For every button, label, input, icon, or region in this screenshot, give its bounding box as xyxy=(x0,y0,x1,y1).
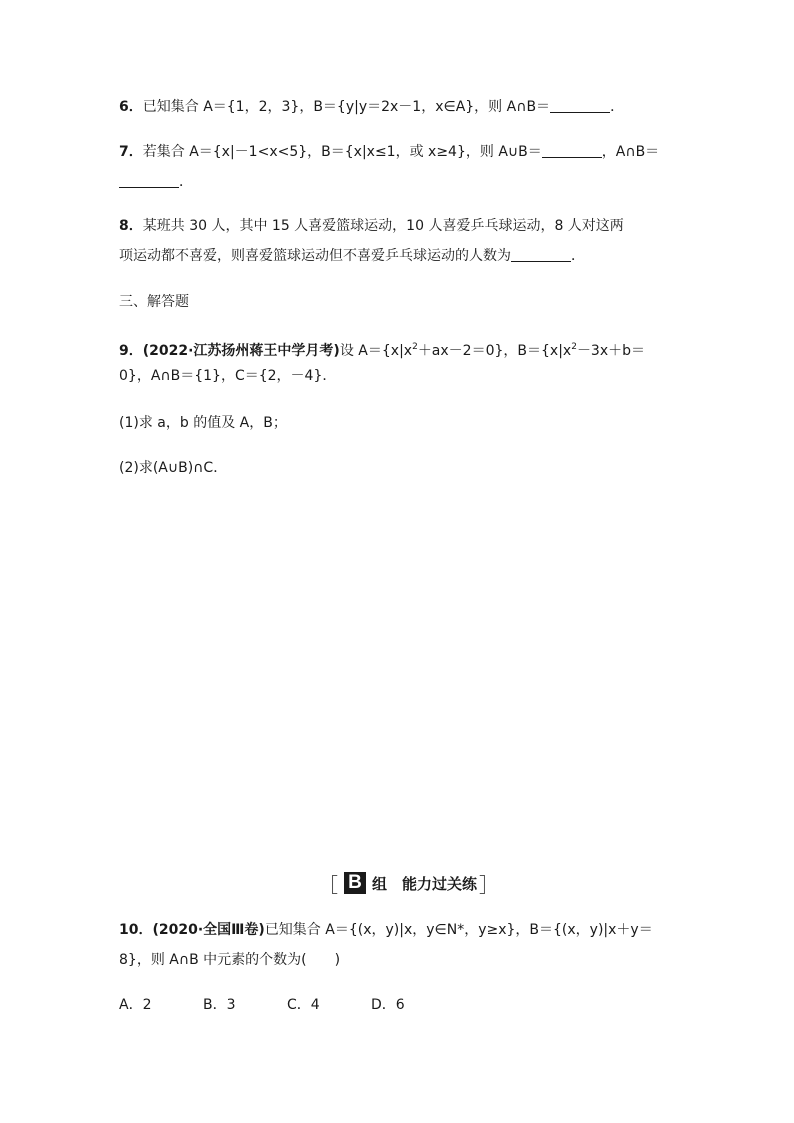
question-9-line1-pre: 设 A＝{x|x xyxy=(339,343,413,359)
question-9-part2: (2)求(A∪B)∩C． xyxy=(119,460,228,476)
question-9-number: 9． xyxy=(119,343,143,359)
section-heading: 三、解答题 xyxy=(119,294,189,310)
question-6-text: 已知集合 A＝{1，2，3}，B＝{y|y＝2x－1，x∈A}，则 A∩B＝ xyxy=(142,99,551,115)
question-9-line1-mid: ＋ax－2＝0}，B＝{x|x xyxy=(417,343,572,359)
question-7-text: 若集合 A＝{x|－1<x<5}，B＝{x|x≤1，或 x≥4}，则 A∪B＝ xyxy=(142,144,542,160)
question-9 xyxy=(119,337,645,361)
group-b-badge: B xyxy=(344,872,366,894)
question-8-line2-row xyxy=(119,246,585,266)
question-9-part1: (1)求 a，b 的值及 A，B； xyxy=(119,415,287,431)
question-8-line1: 某班共 30 人，其中 15 人喜爱篮球运动，10 人喜爱乒乓球运动，8 人对这两 xyxy=(142,218,624,234)
question-8 xyxy=(119,216,624,236)
question-8-line2: 项运动都不喜爱，则喜爱篮球运动但不喜爱乒乓球运动的人数为 xyxy=(119,248,511,264)
superscript-2: 2 xyxy=(412,342,418,352)
question-7-line2 xyxy=(119,172,193,192)
question-7-number: 7． xyxy=(119,144,143,160)
answer-blank xyxy=(542,143,602,158)
header-open-bracket: ［ xyxy=(318,872,338,897)
question-6-number: 6． xyxy=(119,99,143,115)
question-9-source: (2022·江苏扬州蒋王中学月考) xyxy=(142,343,340,359)
superscript-2: 2 xyxy=(571,342,577,352)
question-10-line2: 8}，则 A∩B 中元素的个数为( ) xyxy=(119,952,341,968)
question-10-line1: 已知集合 A＝{(x，y)|x，y∈N*，y≥x}，B＝{(x，y)|x＋y＝ xyxy=(264,922,653,938)
question-6-end: ． xyxy=(610,99,625,115)
question-7 xyxy=(119,142,659,162)
question-9-line2: 0}，A∩B＝{1}，C＝{2，－4}． xyxy=(119,368,337,384)
answer-blank xyxy=(511,247,571,262)
header-close-bracket: ］ xyxy=(479,872,500,897)
question-9-line1-end: －3x＋b＝ xyxy=(576,343,646,359)
question-10-options xyxy=(119,995,405,1015)
group-b-title: 组 能力过关练 xyxy=(372,874,478,893)
option-b: B．3 xyxy=(203,997,236,1013)
question-10-source: (2020·全国Ⅲ卷) xyxy=(152,922,265,938)
question-8-end: ． xyxy=(571,248,585,264)
question-8-number: 8． xyxy=(119,218,143,234)
question-10-number: 10． xyxy=(119,922,153,938)
question-7-end: ． xyxy=(179,174,193,190)
option-a: A．2 xyxy=(119,997,152,1013)
question-6 xyxy=(119,97,624,117)
option-d: D．6 xyxy=(371,997,405,1013)
group-b-header xyxy=(316,870,501,896)
answer-blank xyxy=(119,173,179,188)
question-7-mid: ，A∩B＝ xyxy=(601,144,660,160)
option-c: C．4 xyxy=(287,997,320,1013)
question-10 xyxy=(119,920,653,940)
answer-blank xyxy=(550,98,610,113)
